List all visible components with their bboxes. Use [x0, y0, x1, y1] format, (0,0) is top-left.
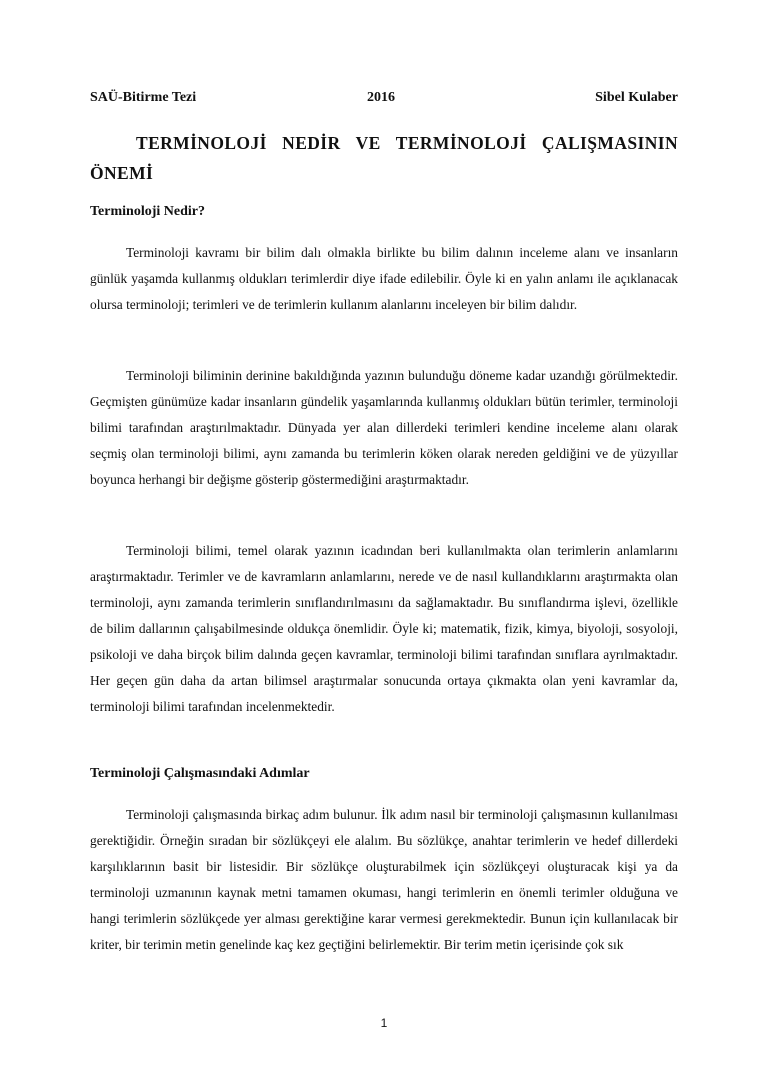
paragraph-4: Terminoloji çalışmasında birkaç adım bulunur. İlk adım nasıl bir terminoloji çalışmasının kullanılması gerektiğidir. Örneğin sıradan bir sözlükçeyi ele alalım. Bu sözlükçe, anahtar terimlerin ve hedef dillerdeki karşılıklarının basit bir listesidir. Bir sözlükçe oluşturabilmek için sözlükçeyi oluşturacak kişi ya da terminoloji uzmanının kaynak metni tamamen okuması, hangi terimlerin en önemli terimler olduğuna ve hangi terimlerin sözlükçede yer alması gerektiğine karar vermesi gerekmektedir. Bunun için kullanılacak bir kriter, bir terimin metin genelinde kaç kez geçtiğini belirlemektir. Bir terim metin içerisinde çok sık: [90, 807, 678, 952]
header-author: Sibel Kulaber: [595, 90, 678, 105]
document-page: [90, 0, 678, 1087]
paragraph-2: Terminoloji biliminin derinine bakıldığında yazının bulunduğu döneme kadar uzandığı görülmektedir. Geçmişten günümüze kadar insanların gündelik yaşamlarında kullanmış oldukları bütün terimler, terminoloji bilimi tarafından araştırılmaktadır. Dünyada yer alan dillerdeki terimleri kendine inceleme alanı olarak seçmiş olan terminoloji bilimi, aynı zamanda bu terimlerin köken olarak nereden geldiğini ve de yüzyıllar boyunca herhangi bir değişme gösterip göstermediğini araştırmaktadır.: [90, 368, 678, 487]
chapter-title: TERMİNOLOJİ NEDİR VE TERMİNOLOJİ ÇALIŞMASININ ÖNEMİ: [90, 133, 678, 183]
paragraph-1: Terminoloji kavramı bir bilim dalı olmakla birlikte bu bilim dalının inceleme alanı ve insanların günlük yaşamda kullanmış oldukları terimlerdir diye ifade edilebilir. Öyle ki en yalın anlamı ile açıklanacak olursa terminoloji; terimleri ve de terimlerin kullanım alanlarını inceleyen bir bilim dalıdır.: [90, 245, 678, 312]
page-number: 1: [380, 1016, 388, 1030]
header-year: 2016: [367, 90, 395, 105]
section-heading-calisma-adimlari: Terminoloji Çalışmasındaki Adımlar: [90, 766, 310, 781]
paragraph-3: Terminoloji bilimi, temel olarak yazının icadından beri kullanılmakta olan terimlerin anlamlarını araştırmaktadır. Terimler ve de kavramların anlamlarını, nerede ve de nasıl kullandıklarını araştırmakta olan terminoloji, aynı zamanda terimlerin sınıflandırılmasını da sağlamaktadır. Bu sınıflandırma işlevi, özellikle de bilim dallarının çalışabilmesinde oldukça önemlidir. Öyle ki; matematik, fizik, kimya, biyoloji, sosyoloji, psikoloji ve daha birçok bilim dalında geçen kavramlar, terminoloji bilimi tarafından sınıflara ayrılmaktadır. Her geçen gün daha da artan bilimsel araştırmalar sonucunda ortaya çıkmakta olan yeni kavramlar da, terminoloji bilimi tarafından incelenmektedir.: [90, 543, 678, 714]
section-heading-terminoloji-nedir: Terminoloji Nedir?: [90, 204, 205, 219]
page-header: [90, 90, 678, 112]
header-thesis-label: SAÜ-Bitirme Tezi: [90, 90, 197, 105]
